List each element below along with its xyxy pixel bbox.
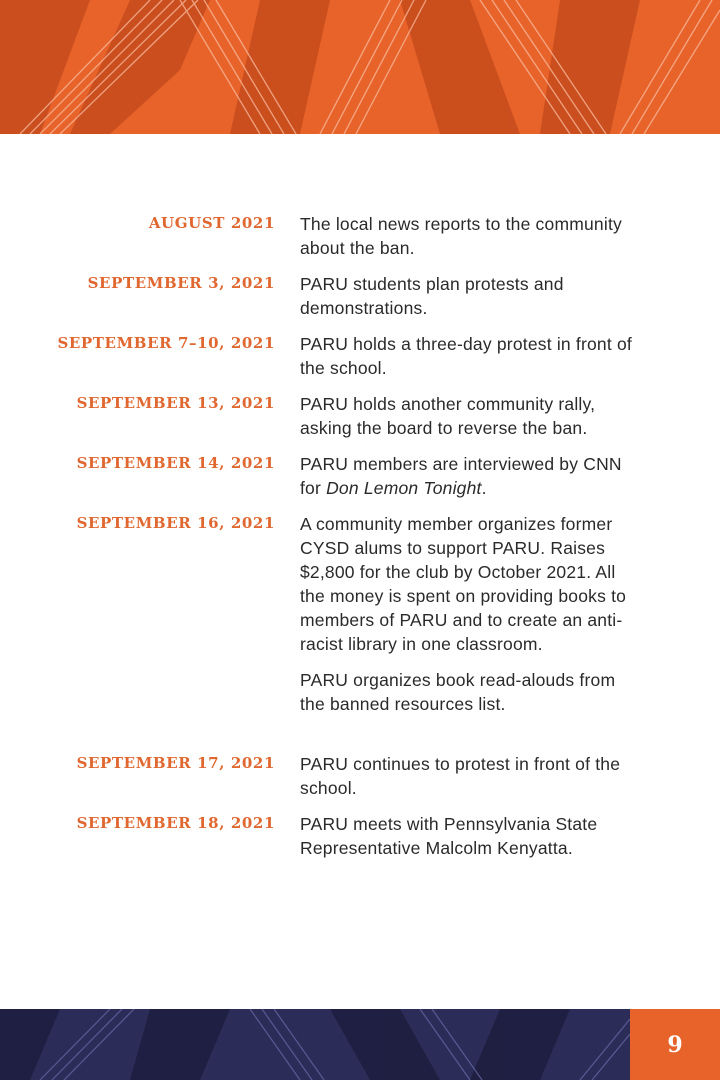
timeline-entry xyxy=(0,752,720,812)
timeline-description xyxy=(300,392,640,440)
timeline-description xyxy=(300,332,640,380)
timeline-entry xyxy=(0,212,720,272)
timeline-date: SEPTEMBER 14, 2021 xyxy=(76,454,275,472)
timeline-paragraph: PARU continues to protest in front of the school. xyxy=(300,754,621,798)
page-number-box xyxy=(630,1009,720,1080)
timeline-description xyxy=(300,452,640,500)
timeline-paragraph: PARU organizes book read-alouds from the banned resources list. xyxy=(300,670,616,714)
timeline-paragraph: The local news reports to the community about the ban. xyxy=(300,214,622,258)
timeline-date: AUGUST 2021 xyxy=(148,214,275,232)
timeline-entry xyxy=(0,512,720,752)
book-pages-art-bottom xyxy=(0,1009,630,1080)
timeline-paragraph: PARU holds another community rally, asking the board to reverse the ban. xyxy=(300,394,596,438)
timeline-entry xyxy=(0,272,720,332)
timeline-entry xyxy=(0,392,720,452)
bottom-book-pages-banner xyxy=(0,1009,630,1080)
timeline-description xyxy=(300,512,640,716)
paragraph-text: PARU members are interviewed by CNN for xyxy=(300,454,622,498)
timeline-description xyxy=(300,272,640,320)
timeline-entry xyxy=(0,332,720,392)
paragraph-text-end: . xyxy=(481,478,487,498)
timeline-entry xyxy=(0,812,720,872)
top-book-pages-banner xyxy=(0,0,720,134)
timeline-paragraph xyxy=(300,452,640,500)
timeline-date: SEPTEMBER 7–10, 2021 xyxy=(57,334,275,352)
timeline-description xyxy=(300,212,640,260)
timeline-date: SEPTEMBER 16, 2021 xyxy=(76,514,275,532)
timeline-entry xyxy=(0,452,720,512)
page-number: 9 xyxy=(667,1031,683,1058)
timeline-paragraph: PARU meets with Pennsylvania State Representative Malcolm Kenyatta. xyxy=(300,814,598,858)
timeline-description xyxy=(300,752,640,800)
timeline-paragraph: PARU holds a three-day protest in front of the school. xyxy=(300,334,632,378)
timeline-paragraph: PARU students plan protests and demonstrations. xyxy=(300,274,564,318)
timeline-date: SEPTEMBER 17, 2021 xyxy=(76,754,275,772)
book-pages-art-top xyxy=(0,0,720,134)
show-title: Don Lemon Tonight xyxy=(326,478,482,498)
timeline-description xyxy=(300,812,640,860)
timeline-date: SEPTEMBER 3, 2021 xyxy=(87,274,275,292)
timeline-date: SEPTEMBER 13, 2021 xyxy=(76,394,275,412)
timeline-paragraph: A community member organizes former CYSD alums to support PARU. Raises $2,800 for the club by October 2021. All the money is spent on providing books to members of PARU and to create an anti-racist library in one classroom. xyxy=(300,514,627,654)
timeline-date: SEPTEMBER 18, 2021 xyxy=(76,814,275,832)
timeline xyxy=(0,212,720,872)
